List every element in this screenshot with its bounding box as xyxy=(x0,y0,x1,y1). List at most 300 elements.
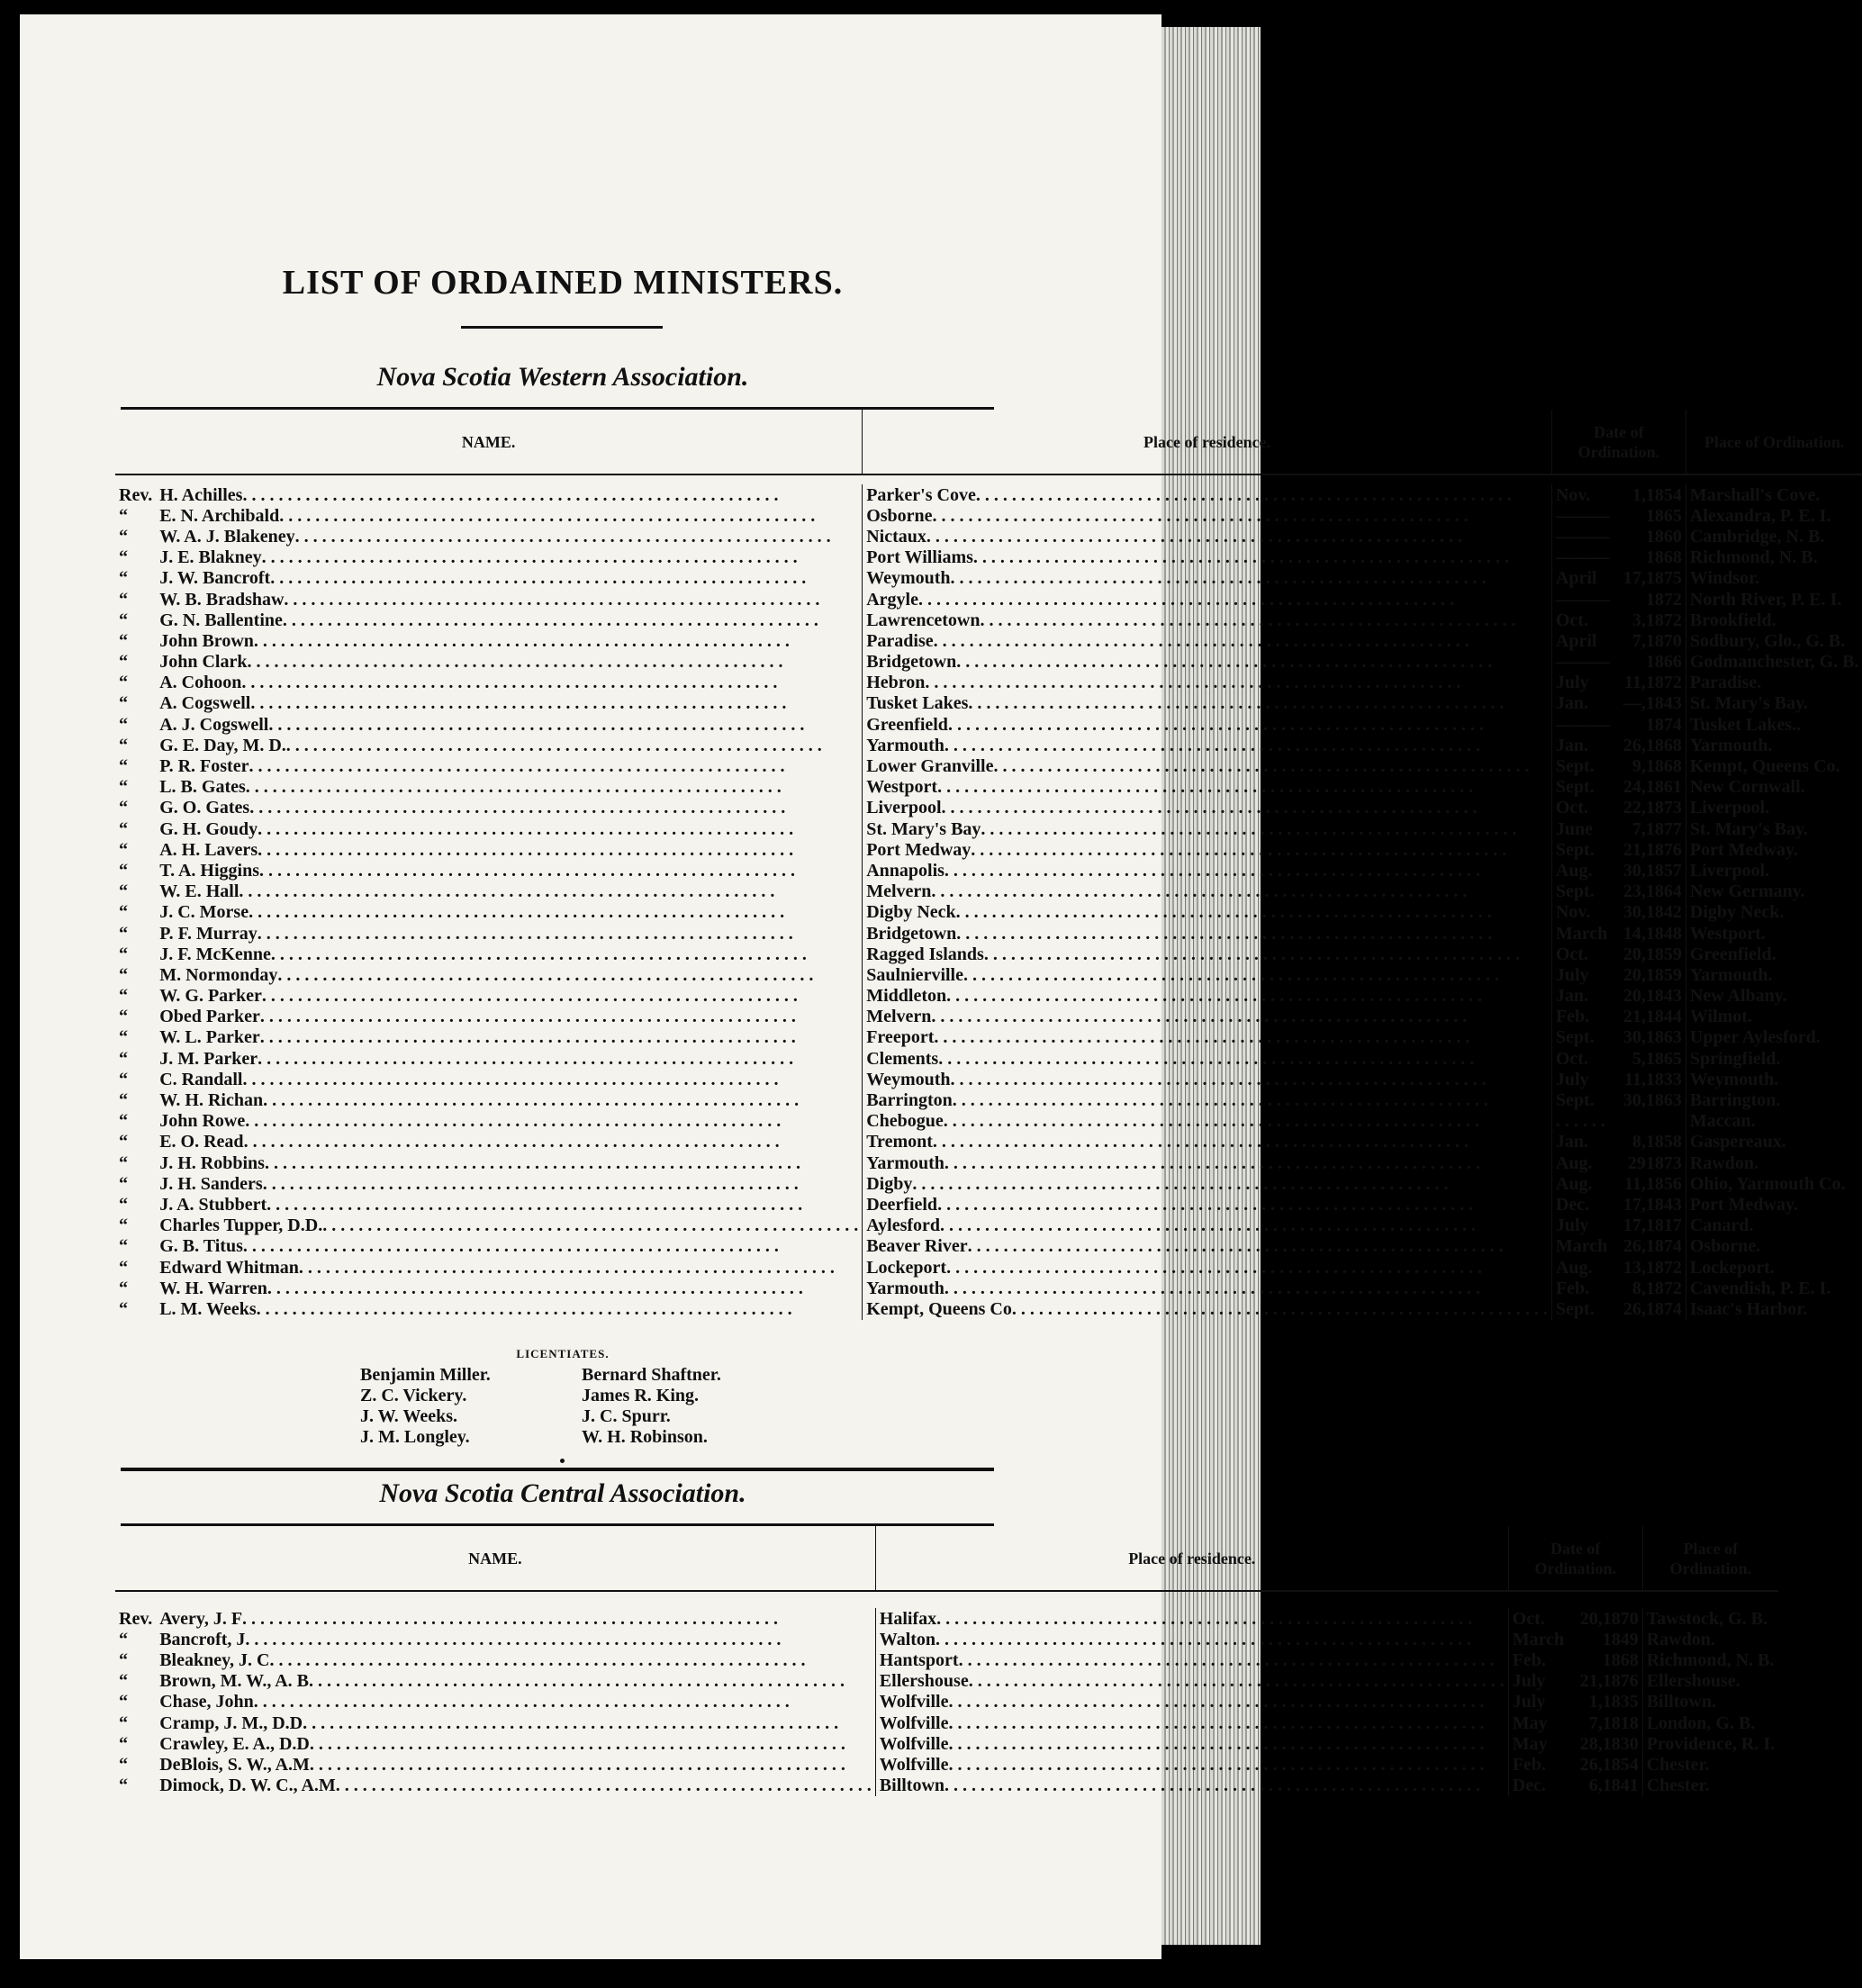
ordination-month: Oct. xyxy=(1555,1048,1588,1069)
ordination-place: Upper Aylesford. xyxy=(1686,1027,1862,1048)
residence-cell xyxy=(863,1007,1552,1027)
minister-name: G. H. Goudy xyxy=(159,818,258,839)
name-cell xyxy=(156,1132,862,1152)
row-prefix: “ xyxy=(119,610,128,630)
name-cell xyxy=(156,1733,875,1754)
section-divider-rule xyxy=(121,1468,994,1471)
leader-dots xyxy=(981,819,1547,839)
name-cell xyxy=(156,673,862,693)
leader-dots xyxy=(271,944,858,964)
minister-name: H. Achilles xyxy=(159,484,243,505)
name-cell xyxy=(156,839,862,860)
ordination-day: 1, xyxy=(1632,484,1646,505)
ordination-place: Tusket Lakes.. xyxy=(1686,714,1862,735)
residence: Lockeport xyxy=(866,1257,947,1278)
residence-cell xyxy=(863,1027,1552,1048)
ordination-month: Sept. xyxy=(1555,1027,1595,1048)
minister-name: G. B. Titus xyxy=(159,1236,243,1257)
name-cell xyxy=(156,1649,875,1670)
minister-name: W. H. Richan xyxy=(159,1090,264,1111)
ordination-place: Brookfield. xyxy=(1686,610,1862,630)
row-prefix: “ xyxy=(119,964,128,985)
residence: Wolfville xyxy=(879,1692,949,1712)
leader-dots xyxy=(956,902,1548,922)
row-prefix: “ xyxy=(119,693,128,714)
ordination-month: May xyxy=(1512,1712,1548,1733)
minister-name: W. G. Parker xyxy=(159,986,262,1007)
table-row xyxy=(115,1173,1862,1194)
date-cell xyxy=(1551,1236,1686,1257)
name-cell xyxy=(156,652,862,673)
ordination-place: Springfield. xyxy=(1686,1048,1862,1069)
ordination-place: Alexandra, P. E. I. xyxy=(1686,505,1862,526)
ordination-year: 1861 xyxy=(1645,777,1682,798)
row-prefix: “ xyxy=(119,1194,128,1215)
residence: Kempt, Queens Co xyxy=(866,1298,1012,1319)
residence: Chebogue xyxy=(866,1111,944,1132)
ordination-place: Cambridge, N. B. xyxy=(1686,526,1862,547)
col-date-header: Date of Ordination. xyxy=(1508,1526,1642,1591)
leader-dots xyxy=(948,1692,1504,1712)
ordination-place: Port Medway. xyxy=(1686,1194,1862,1215)
ordination-place: Rawdon. xyxy=(1642,1629,1778,1649)
minister-name: W. A. J. Blakeney xyxy=(159,526,295,547)
ordination-year: 1872 xyxy=(1645,589,1682,610)
ordination-month: Oct. xyxy=(1555,610,1588,630)
row-prefix: “ xyxy=(119,1069,128,1089)
leader-dots xyxy=(310,1755,872,1775)
name-cell xyxy=(156,755,862,776)
date-cell xyxy=(1551,652,1686,673)
leader-dots xyxy=(945,861,1548,881)
date-cell xyxy=(1551,818,1686,839)
residence: Yarmouth xyxy=(866,735,945,755)
date-cell xyxy=(1551,1298,1686,1319)
table-row xyxy=(115,860,1862,881)
ordination-year: 1865 xyxy=(1645,1048,1682,1069)
date-cell xyxy=(1551,986,1686,1007)
ordination-month: Oct. xyxy=(1555,798,1588,818)
name-cell xyxy=(156,1236,862,1257)
ordination-place: Godmanchester, G. B. xyxy=(1686,652,1862,673)
leader-dots xyxy=(969,1671,1505,1691)
ordination-place: Chester. xyxy=(1642,1776,1778,1796)
leader-dots xyxy=(937,1195,1548,1215)
row-prefix: “ xyxy=(119,673,128,693)
table-row xyxy=(115,1649,1778,1670)
ordination-day: 1, xyxy=(1588,1692,1603,1712)
ordination-day: 21, xyxy=(1579,1671,1603,1692)
row-prefix: “ xyxy=(119,1132,128,1152)
ordination-place: Isaac's Harbor. xyxy=(1686,1298,1862,1319)
ordination-day: 17, xyxy=(1622,1194,1646,1215)
ordination-month: . . . . . . xyxy=(1555,1111,1605,1132)
date-cell xyxy=(1551,693,1686,714)
date-cell xyxy=(1551,673,1686,693)
table-row xyxy=(115,505,1862,526)
leader-dots xyxy=(948,1734,1504,1754)
table-row xyxy=(115,1671,1778,1692)
licentiates-heading: LICENTIATES. xyxy=(516,1347,610,1360)
leader-dots xyxy=(936,1630,1505,1649)
leader-dots xyxy=(984,944,1548,964)
ordination-year: 1842 xyxy=(1645,902,1682,923)
residence-cell xyxy=(863,777,1552,798)
leader-dots xyxy=(258,1049,858,1069)
residence: Digby xyxy=(866,1173,913,1194)
name-cell xyxy=(156,1278,862,1298)
name-cell xyxy=(156,1629,875,1649)
minister-name: E. N. Archibald xyxy=(159,505,280,526)
leader-dots xyxy=(299,1258,858,1278)
table-row xyxy=(115,944,1862,964)
col-residence-header: Place of residence. xyxy=(875,1526,1508,1591)
leader-dots xyxy=(336,1776,872,1795)
name-cell xyxy=(156,1152,862,1173)
leader-dots xyxy=(951,1070,1548,1089)
minister-name: G. E. Day, M. D. xyxy=(159,735,286,755)
residence-cell xyxy=(875,1629,1508,1649)
minister-name: E. O. Read xyxy=(159,1132,244,1152)
leader-dots xyxy=(258,819,858,839)
row-prefix: Rev. xyxy=(119,1608,153,1629)
col-name-header: NAME. xyxy=(115,1526,875,1591)
residence: Clements xyxy=(866,1048,939,1069)
residence: Osborne xyxy=(866,505,933,526)
residence-cell xyxy=(863,1173,1552,1194)
name-cell xyxy=(156,1027,862,1048)
residence-cell xyxy=(863,568,1552,589)
col-date-header: Date of Ordination. xyxy=(1551,410,1686,474)
row-prefix: “ xyxy=(119,1152,128,1173)
row-prefix: “ xyxy=(119,944,128,964)
table-row xyxy=(115,1629,1778,1649)
ordination-day: 20, xyxy=(1622,986,1646,1007)
ordination-month: Nov. xyxy=(1555,484,1591,505)
name-cell xyxy=(156,860,862,881)
leader-dots xyxy=(951,568,1548,588)
name-cell xyxy=(156,798,862,818)
ordination-day xyxy=(1621,506,1646,526)
minister-name: A. Cohoon xyxy=(159,673,242,693)
ordination-day: 8, xyxy=(1632,1278,1646,1298)
residence: Port Medway xyxy=(866,839,972,860)
residence-cell xyxy=(875,1712,1508,1733)
ordination-day: —, xyxy=(1622,693,1646,714)
leader-dots xyxy=(267,1195,858,1215)
date-cell xyxy=(1551,964,1686,985)
ordination-day: 23, xyxy=(1622,881,1646,902)
ordination-year: 1868 xyxy=(1645,756,1682,777)
minister-name: Edward Whitman xyxy=(159,1257,299,1278)
row-prefix: “ xyxy=(119,923,128,944)
ordination-year: 1870 xyxy=(1602,1608,1639,1629)
residence: Tusket Lakes xyxy=(866,693,969,714)
minister-name: G. O. Gates xyxy=(159,798,250,818)
ordination-place: Maccan. xyxy=(1686,1111,1862,1132)
ordination-day: 5, xyxy=(1632,1048,1646,1069)
residence-cell xyxy=(863,735,1552,755)
leader-dots xyxy=(263,1090,858,1110)
leader-dots xyxy=(925,673,1547,692)
ordination-year: 1872 xyxy=(1645,1278,1682,1298)
ordination-place: Liverpool. xyxy=(1686,798,1862,818)
date-cell xyxy=(1551,1215,1686,1236)
name-cell xyxy=(156,818,862,839)
ordination-day: 30, xyxy=(1622,1090,1646,1111)
name-cell xyxy=(156,526,862,547)
licentiate-name: J. C. Spurr. xyxy=(582,1406,671,1426)
residence-cell xyxy=(863,1132,1552,1152)
table-row xyxy=(115,1257,1862,1278)
leader-dots xyxy=(295,527,859,547)
residence: Billtown xyxy=(879,1776,945,1796)
residence: Melvern xyxy=(866,881,932,902)
row-prefix: “ xyxy=(119,1236,128,1257)
ordination-month: July xyxy=(1555,1215,1589,1236)
leader-dots xyxy=(946,1258,1548,1278)
residence: Ellershouse xyxy=(879,1671,969,1692)
ordination-year: 1873 xyxy=(1645,1152,1682,1173)
row-prefix: “ xyxy=(119,630,128,651)
leader-dots xyxy=(945,736,1548,755)
page-title: LIST OF ORDAINED MINISTERS. xyxy=(282,264,844,302)
leader-dots xyxy=(956,924,1548,944)
ordination-month: Sept. xyxy=(1555,756,1595,777)
row-prefix: “ xyxy=(119,986,128,1007)
ordination-year: 1818 xyxy=(1602,1712,1639,1733)
residence: Weymouth xyxy=(866,1069,951,1089)
leader-dots xyxy=(959,1650,1505,1670)
ordination-place: Chester. xyxy=(1642,1754,1778,1775)
residence: Deerfield xyxy=(866,1194,938,1215)
licentiate-name: J. M. Longley. xyxy=(360,1427,470,1447)
ordination-month: Jan. xyxy=(1555,735,1588,755)
ordination-place: St. Mary's Bay. xyxy=(1686,818,1862,839)
table-row xyxy=(115,1236,1862,1257)
table-row xyxy=(115,1027,1862,1048)
leader-dots xyxy=(918,590,1548,610)
table-row xyxy=(115,652,1862,673)
ordination-place: Barrington. xyxy=(1686,1089,1862,1110)
ordination-place: Wilmot. xyxy=(1686,1007,1862,1027)
leader-dots xyxy=(971,840,1548,860)
ordination-day xyxy=(1621,1111,1646,1131)
minister-name: Bleakney, J. C xyxy=(159,1649,270,1670)
date-cell xyxy=(1551,1027,1686,1048)
leader-dots xyxy=(945,1279,1548,1298)
name-cell xyxy=(156,1671,875,1692)
leader-dots xyxy=(310,1734,872,1754)
minister-name: W. L. Parker xyxy=(159,1027,260,1048)
minister-name: P. R. Foster xyxy=(159,756,249,777)
row-prefix: “ xyxy=(119,735,128,755)
ordination-day xyxy=(1577,1650,1603,1670)
ordination-place: Rawdon. xyxy=(1686,1152,1862,1173)
minister-name: J. F. McKenne xyxy=(159,944,271,964)
leader-dots xyxy=(249,756,858,776)
ordination-day: 26, xyxy=(1622,735,1646,755)
leader-dots xyxy=(242,1070,858,1089)
leader-dots xyxy=(245,1630,871,1649)
minister-name: J. H. Robbins xyxy=(159,1152,265,1173)
ordination-year: 1874 xyxy=(1645,1236,1682,1257)
ordination-year: 1870 xyxy=(1645,630,1682,651)
name-cell xyxy=(156,1194,862,1215)
residence-cell xyxy=(863,652,1552,673)
leader-dots xyxy=(322,1215,858,1235)
ordination-place: Yarmouth. xyxy=(1686,964,1862,985)
table-row xyxy=(115,1608,1778,1629)
ordination-year: 1859 xyxy=(1645,944,1682,964)
minister-name: John Rowe xyxy=(159,1111,246,1132)
row-prefix: “ xyxy=(119,902,128,923)
date-cell xyxy=(1551,923,1686,944)
leader-dots xyxy=(933,1132,1548,1152)
name-cell xyxy=(156,964,862,985)
ordination-year: 1865 xyxy=(1645,505,1682,526)
ordination-year: 1868 xyxy=(1645,735,1682,755)
minister-name: W. B. Bradshaw xyxy=(159,589,285,610)
row-prefix: “ xyxy=(119,818,128,839)
ordination-year: 1863 xyxy=(1645,1090,1682,1111)
table-row xyxy=(115,986,1862,1007)
date-cell xyxy=(1551,526,1686,547)
ordination-day: 11, xyxy=(1623,673,1646,693)
leader-dots xyxy=(243,1236,858,1256)
leader-dots xyxy=(976,485,1548,505)
row-prefix: “ xyxy=(119,568,128,589)
residence-cell xyxy=(863,526,1552,547)
minister-name: Bancroft, J xyxy=(159,1629,246,1649)
table-row xyxy=(115,1048,1862,1069)
minister-name: M. Normonday xyxy=(159,964,278,985)
minister-name: C. Randall xyxy=(159,1069,243,1089)
leader-dots xyxy=(241,673,858,692)
leader-dots xyxy=(934,631,1548,651)
ordination-month: July xyxy=(1555,964,1589,985)
ordination-year: 1830 xyxy=(1602,1733,1639,1754)
ordination-day: 7, xyxy=(1588,1712,1603,1733)
leader-dots xyxy=(258,924,858,944)
ordination-place: Yarmouth. xyxy=(1686,735,1862,755)
col-name-header: NAME. xyxy=(115,410,863,474)
spacer-row xyxy=(115,474,1862,484)
residence: Walton xyxy=(879,1629,936,1649)
date-cell xyxy=(1551,881,1686,902)
date-cell xyxy=(1508,1733,1642,1754)
ordination-year: 1817 xyxy=(1645,1215,1682,1236)
ordination-place: Windsor. xyxy=(1686,568,1862,589)
name-cell xyxy=(156,1754,875,1775)
row-prefix: “ xyxy=(119,756,128,777)
ordination-month: Aug. xyxy=(1555,1257,1593,1278)
ordination-year: 1848 xyxy=(1645,923,1682,944)
table-row xyxy=(115,1298,1862,1319)
table-row xyxy=(115,818,1862,839)
residence-cell xyxy=(863,1089,1552,1110)
residence-cell xyxy=(863,964,1552,985)
ordination-place: Westport. xyxy=(1686,923,1862,944)
residence: Greenfield xyxy=(866,714,948,735)
row-prefix: “ xyxy=(119,881,128,902)
residence-cell xyxy=(863,1298,1552,1319)
residence-cell xyxy=(863,818,1552,839)
residence: Melvern xyxy=(866,1007,932,1027)
date-cell xyxy=(1551,630,1686,651)
row-prefix: “ xyxy=(119,1692,128,1712)
row-prefix: “ xyxy=(119,1754,128,1775)
table-row xyxy=(115,610,1862,630)
name-cell xyxy=(156,1111,862,1132)
ordination-day: 17, xyxy=(1622,1215,1646,1236)
table-row xyxy=(115,589,1862,610)
residence-cell xyxy=(863,944,1552,964)
name-cell xyxy=(156,923,862,944)
residence-cell xyxy=(875,1649,1508,1670)
table-row xyxy=(115,964,1862,985)
table-row xyxy=(115,902,1862,923)
ordination-year: 1874 xyxy=(1645,714,1682,735)
ordination-month: March xyxy=(1555,923,1608,944)
leader-dots xyxy=(259,861,858,881)
table-row xyxy=(115,923,1862,944)
table-row xyxy=(115,755,1862,776)
ordination-place: Kempt, Queens Co. xyxy=(1686,755,1862,776)
residence-cell xyxy=(863,693,1552,714)
date-cell xyxy=(1551,1194,1686,1215)
name-cell xyxy=(156,1257,862,1278)
leader-dots xyxy=(244,1132,859,1152)
residence-cell xyxy=(875,1692,1508,1712)
col-residence-header: Place of residence. xyxy=(863,410,1552,474)
table-row xyxy=(115,798,1862,818)
minister-name: G. N. Ballentine xyxy=(159,610,283,630)
ordination-place: New Albany. xyxy=(1686,986,1862,1007)
ordination-place: Greenfield. xyxy=(1686,944,1862,964)
residence: Bridgetown xyxy=(866,652,957,673)
ordination-day: 22, xyxy=(1622,798,1646,818)
leader-dots xyxy=(926,527,1548,547)
ordination-year: 1868 xyxy=(1645,547,1682,568)
name-cell xyxy=(156,1173,862,1194)
leader-dots xyxy=(239,881,858,901)
ordination-place: Port Medway. xyxy=(1686,839,1862,860)
name-cell xyxy=(156,547,862,568)
leader-dots xyxy=(249,798,858,818)
table-row xyxy=(115,547,1862,568)
row-prefix: “ xyxy=(119,1298,128,1319)
ordination-year: 1874 xyxy=(1645,1298,1682,1319)
leader-dots xyxy=(260,1007,858,1026)
ordination-month: Sept. xyxy=(1555,881,1595,902)
leader-dots xyxy=(258,840,858,860)
minister-name: Chase, John xyxy=(159,1692,254,1712)
name-cell xyxy=(156,777,862,798)
row-prefix: “ xyxy=(119,547,128,568)
table-row xyxy=(115,1754,1778,1775)
ordination-month: Jan. xyxy=(1555,986,1588,1007)
western-association-title: Nova Scotia Western Association. xyxy=(376,362,749,392)
residence-cell xyxy=(875,1671,1508,1692)
leader-dots xyxy=(269,1650,871,1670)
leader-dots xyxy=(254,1692,872,1712)
ordination-day: 8, xyxy=(1632,1132,1646,1152)
leader-dots xyxy=(944,1111,1548,1131)
residence: Aylesford xyxy=(866,1215,941,1236)
date-cell xyxy=(1551,798,1686,818)
ordination-year: 1843 xyxy=(1645,693,1682,714)
